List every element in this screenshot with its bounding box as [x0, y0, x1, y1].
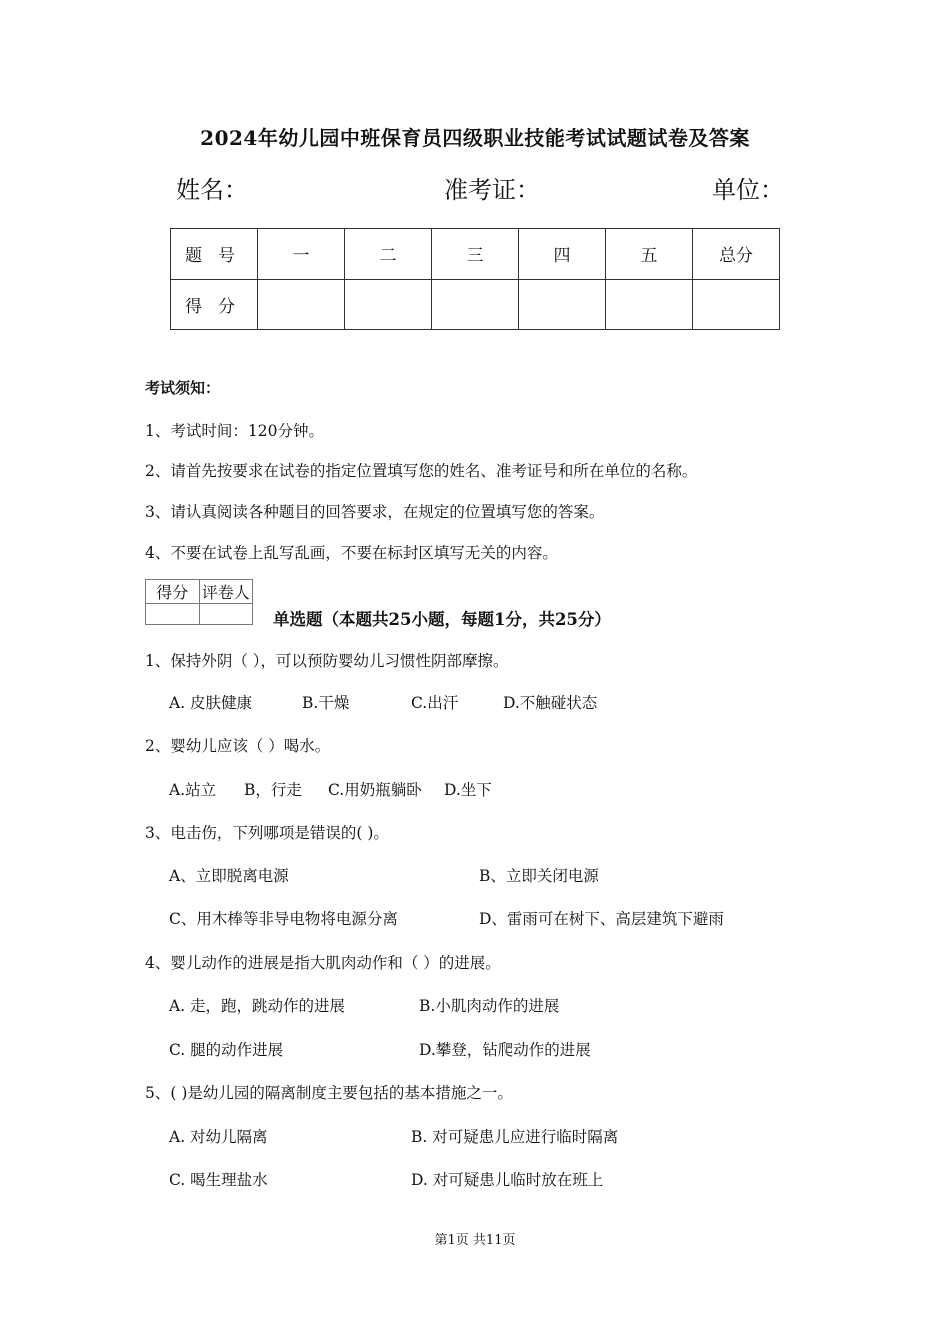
- question-option: D.坐下: [444, 781, 492, 799]
- question-stem: 4、婴儿动作的进展是指大肌肉动作和（ ）的进展。: [145, 954, 501, 972]
- question-option: B，行走: [244, 781, 302, 799]
- score-header-1: 一: [258, 229, 345, 280]
- section-title: 单选题（本题共25小题，每题1分，共25分）: [273, 610, 611, 629]
- question-option: D、雷雨可在树下、高层建筑下避雨: [479, 910, 724, 928]
- question-option: C、用木棒等非导电物将电源分离: [169, 910, 398, 928]
- grader-score-label: 得分: [146, 580, 200, 604]
- unit-field-label: 单位：: [712, 176, 784, 204]
- question-option: D.不触碰状态: [503, 694, 598, 712]
- question-option: A.站立: [169, 781, 217, 799]
- question-option: C. 腿的动作进展: [169, 1041, 284, 1059]
- score-table-score-row: [171, 279, 780, 330]
- question-number-label: 题号: [171, 229, 258, 280]
- question-option: C. 喝生理盐水: [169, 1171, 268, 1189]
- exam-id-field-label: 准考证：: [444, 176, 540, 204]
- question-option: C.用奶瓶躺卧: [328, 781, 422, 799]
- question-option: B. 对可疑患儿应进行临时隔离: [411, 1128, 619, 1146]
- score-cell-2: [345, 279, 432, 330]
- question-option: C.出汗: [411, 694, 459, 712]
- score-cell-3: [432, 279, 519, 330]
- question-option: D. 对可疑患儿临时放在班上: [411, 1171, 604, 1189]
- question-option: B.小肌肉动作的进展: [419, 997, 560, 1015]
- question-stem: 3、电击伤，下列哪项是错误的( )。: [145, 824, 389, 842]
- name-field-label: 姓名：: [176, 176, 248, 204]
- exam-title: 2024年幼儿园中班保育员四级职业技能考试试题试卷及答案: [200, 126, 750, 150]
- question-stem: 5、( )是幼儿园的隔离制度主要包括的基本措施之一。: [145, 1084, 513, 1102]
- score-header-5: 五: [606, 229, 693, 280]
- question-option: B、立即关闭电源: [479, 867, 599, 885]
- question-option: A. 皮肤健康: [169, 694, 253, 712]
- question-option: B.干燥: [302, 694, 350, 712]
- grader-score-cell: [146, 604, 200, 625]
- candidate-fields: [0, 170, 950, 204]
- notice-item: 3、请认真阅读各种题目的回答要求，在规定的位置填写您的答案。: [145, 503, 605, 521]
- notice-item: 2、请首先按要求在试卷的指定位置填写您的姓名、准考证号和所在单位的名称。: [145, 462, 698, 480]
- score-header-4: 四: [519, 229, 606, 280]
- question-option: A. 走，跑，跳动作的进展: [169, 997, 346, 1015]
- score-cell-total: [693, 279, 780, 330]
- score-cell-4: [519, 279, 606, 330]
- question-stem: 1、保持外阴（ ），可以预防婴幼儿习惯性阴部摩擦。: [145, 652, 509, 670]
- question-option: A、立即脱离电源: [169, 867, 289, 885]
- score-cell-1: [258, 279, 345, 330]
- score-header-3: 三: [432, 229, 519, 280]
- question-option: D.攀登，钻爬动作的进展: [419, 1041, 591, 1059]
- score-cell-5: [606, 279, 693, 330]
- notice-heading: 考试须知：: [145, 379, 221, 397]
- grader-box: [145, 579, 253, 625]
- notice-item: 1、考试时间：120分钟。: [145, 422, 324, 440]
- score-header-2: 二: [345, 229, 432, 280]
- grader-reviewer-cell: [199, 604, 253, 625]
- question-stem: 2、婴幼儿应该（ ）喝水。: [145, 737, 331, 755]
- grader-reviewer-label: 评卷人: [199, 580, 253, 604]
- score-table: [170, 228, 780, 330]
- question-option: A. 对幼儿隔离: [169, 1128, 268, 1146]
- notice-item: 4、不要在试卷上乱写乱画，不要在标封区填写无关的内容。: [145, 544, 558, 562]
- score-header-total: 总分: [693, 229, 780, 280]
- score-table-header-row: [171, 229, 780, 280]
- page-footer: 第1页 共11页: [434, 1233, 516, 1248]
- score-row-label: 得分: [171, 279, 258, 330]
